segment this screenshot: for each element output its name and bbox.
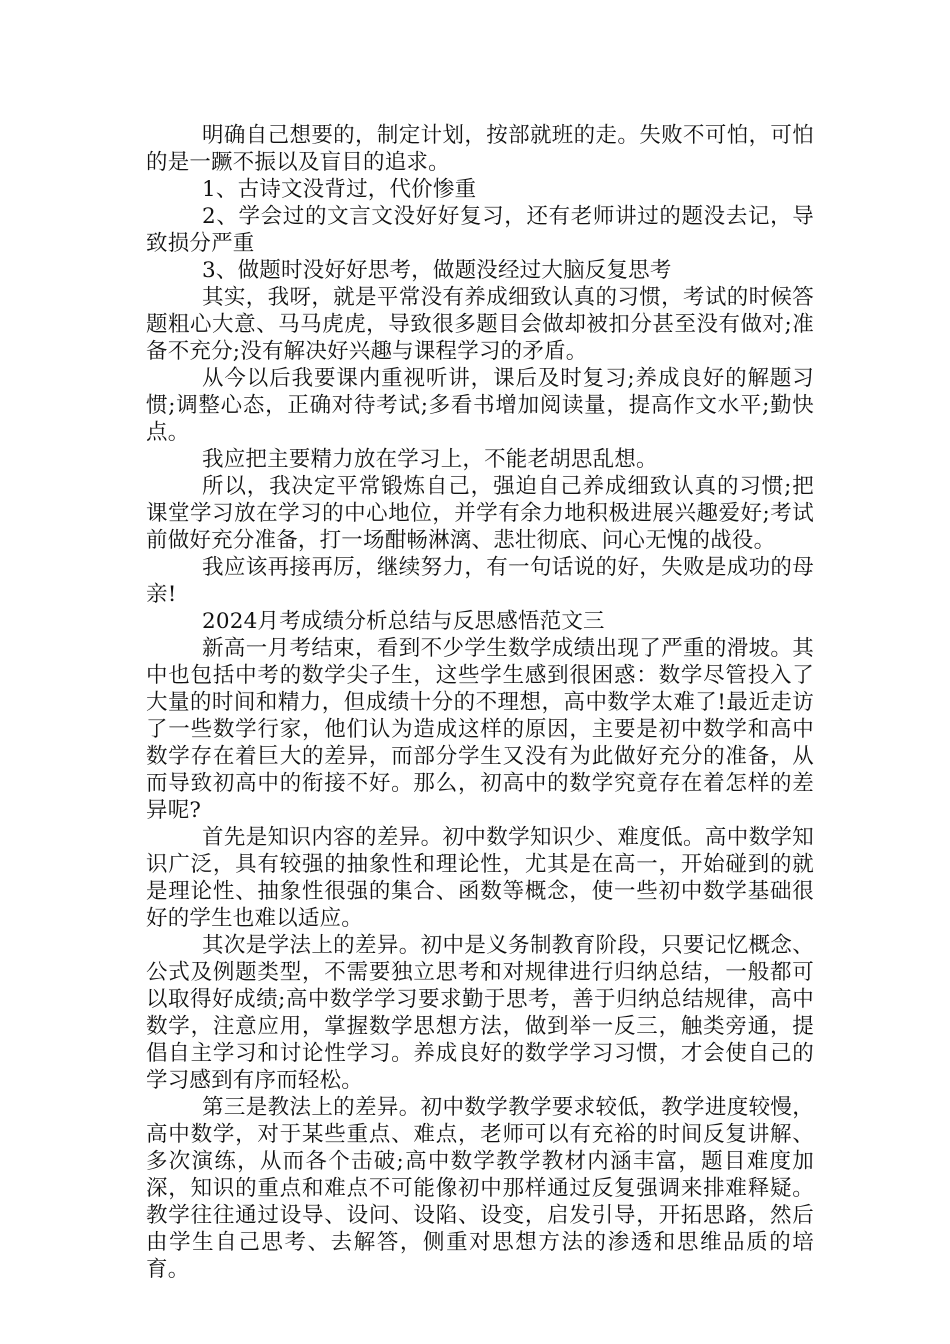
paragraph-decision: 所以，我决定平常锻炼自己，强迫自己养成细致认真的习惯;把课堂学习放在学习的中心地位，并学有余力地积极进展兴趣爱好;考试前做好充分准备，打一场酣畅淋漓、悲壮彻底、问心无愧的战役。 <box>146 474 814 553</box>
paragraph-content-difference: 首先是知识内容的差异。初中数学知识少、难度低。高中数学知识广泛，具有较强的抽象性和理论性，尤其是在高一，开始碰到的就是理论性、抽象性很强的集合、函数等概念，使一些初中数学基础很好的学生也难以适应。 <box>146 825 814 931</box>
list-item-1: 1、古诗文没背过，代价惨重 <box>202 177 477 202</box>
paragraph-focus: 我应把主要精力放在学习上，不能老胡思乱想。 <box>202 447 658 472</box>
paragraph-plan: 从今以后我要课内重视听讲，课后及时复习;养成良好的解题习惯;调整心态，正确对待考试;多看书增加阅读量，提高作文水平;勤快点。 <box>146 366 814 445</box>
paragraph-method-difference: 其次是学法上的差异。初中是义务制教育阶段，只要记忆概念、公式及例题类型，不需要独立思考和对规律进行归纳总结，一般都可以取得好成绩;高中数学学习要求勤于思考，善于归纳总结规律，高中数学，注意应用，掌握数学思想方法，做到举一反三，触类旁通，提倡自主学习和讨论性学习。养成良好的数学学习习惯，才会使自己的学习感到有序而轻松。 <box>146 933 814 1093</box>
paragraph-encouragement: 我应该再接再厉，继续努力，有一句话说的好，失败是成功的母亲! <box>146 555 814 607</box>
paragraph-reflection: 其实，我呀，就是平常没有养成细致认真的习惯，考试的时候答题粗心大意、马马虎虎，导致很多题目会做却被扣分甚至没有做对;准备不充分;没有解决好兴趣与课程学习的矛盾。 <box>146 285 814 364</box>
paragraph-goal: 明确自己想要的，制定计划，按部就班的走。失败不可怕，可怕的是一蹶不振以及盲目的追求。 <box>146 123 814 175</box>
document-body <box>146 122 814 1283</box>
paragraph-intro: 新高一月考结束，看到不少学生数学成绩出现了严重的滑坡。其中也包括中考的数学尖子生，这些学生感到很困惑：数学尽管投入了大量的时间和精力，但成绩十分的不理想，高中数学太难了!最近走访了一些数学行家，他们认为造成这样的原因，主要是初中数学和高中数学存在着巨大的差异，而部分学生又没有为此做好充分的准备，从而导致初高中的衔接不好。那么，初高中的数学究竟存在着怎样的差异呢? <box>146 636 814 823</box>
section-heading: 2024月考成绩分析总结与反思感悟范文三 <box>202 609 605 634</box>
paragraph-teaching-difference: 第三是教法上的差异。初中数学教学要求较低，教学进度较慢，高中数学，对于某些重点、难点，老师可以有充裕的时间反复讲解、多次演练，从而各个击破;高中数学教学教材内涵丰富，题目难度加深，知识的重点和难点不可能像初中那样通过反复强调来排难释疑。教学往往通过设导、设问、设陷、设变，启发引导，开拓思路，然后由学生自己思考、去解答，侧重对思想方法的渗透和思维品质的培育。 <box>146 1095 814 1282</box>
list-item-3: 3、做题时没好好思考，做题没经过大脑反复思考 <box>202 258 672 283</box>
list-item-2: 2、学会过的文言文没好好复习，还有老师讲过的题没去记，导致损分严重 <box>146 204 814 256</box>
